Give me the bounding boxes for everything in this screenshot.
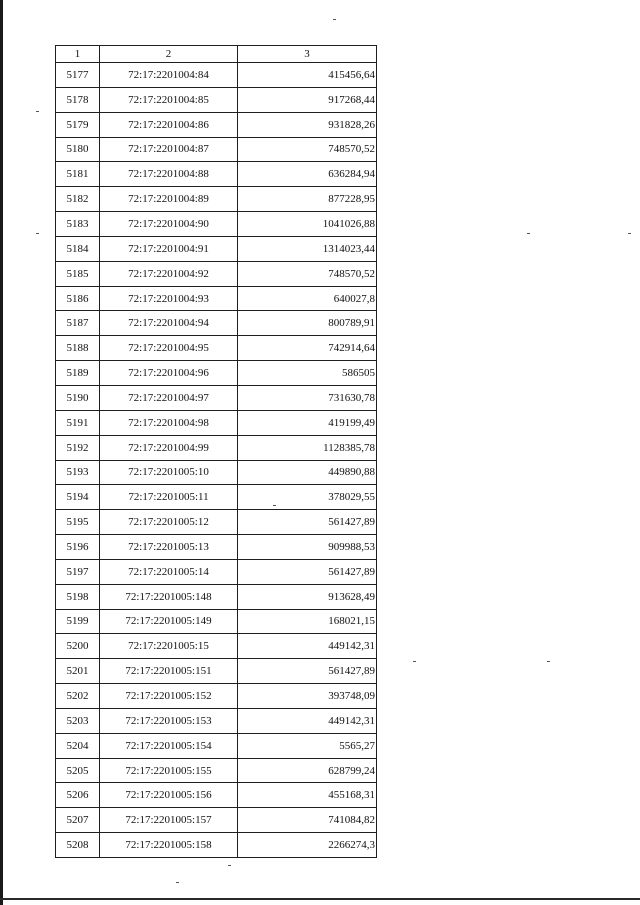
- cadastral-value-cell: 636284,94: [238, 162, 377, 187]
- row-number-cell: 5194: [56, 485, 100, 510]
- row-number-cell: 5178: [56, 87, 100, 112]
- row-number-cell: 5198: [56, 584, 100, 609]
- cadastral-number-cell: 72:17:2201004:88: [100, 162, 238, 187]
- table-row: [56, 634, 377, 659]
- scan-speck: [333, 19, 336, 20]
- row-number-cell: 5181: [56, 162, 100, 187]
- table-row: [56, 87, 377, 112]
- table-row: [56, 286, 377, 311]
- table-row: [56, 311, 377, 336]
- cadastral-value-cell: 913628,49: [238, 584, 377, 609]
- cadastral-number-cell: 72:17:2201004:92: [100, 261, 238, 286]
- cadastral-number-cell: 72:17:2201005:12: [100, 510, 238, 535]
- cadastral-number-cell: 72:17:2201004:95: [100, 336, 238, 361]
- cadastral-number-cell: 72:17:2201004:87: [100, 137, 238, 162]
- scan-speck: [36, 233, 39, 234]
- cadastral-value-cell: 449142,31: [238, 708, 377, 733]
- row-number-cell: 5205: [56, 758, 100, 783]
- row-number-cell: 5185: [56, 261, 100, 286]
- table-row: [56, 137, 377, 162]
- table-row: [56, 510, 377, 535]
- table-row: [56, 783, 377, 808]
- table-row: [56, 112, 377, 137]
- cadastral-number-cell: 72:17:2201005:153: [100, 708, 238, 733]
- cadastral-value-cell: 909988,53: [238, 535, 377, 560]
- page-edge-bottom: [0, 898, 640, 900]
- table-row: [56, 361, 377, 386]
- page-edge-left: [0, 0, 3, 905]
- cadastral-value-cell: 168021,15: [238, 609, 377, 634]
- cadastral-value-cell: 1314023,44: [238, 236, 377, 261]
- row-number-cell: 5179: [56, 112, 100, 137]
- scan-speck: [228, 865, 231, 866]
- scan-speck: [36, 111, 39, 112]
- row-number-cell: 5180: [56, 137, 100, 162]
- cadastral-value-cell: 628799,24: [238, 758, 377, 783]
- row-number-cell: 5190: [56, 385, 100, 410]
- cadastral-value-cell: 561427,89: [238, 510, 377, 535]
- cadastral-number-cell: 72:17:2201004:85: [100, 87, 238, 112]
- row-number-cell: 5203: [56, 708, 100, 733]
- row-number-cell: 5192: [56, 435, 100, 460]
- table-row: [56, 733, 377, 758]
- table-row: [56, 684, 377, 709]
- row-number-cell: 5208: [56, 833, 100, 858]
- table-row: [56, 63, 377, 88]
- cadastral-value-cell: 742914,64: [238, 336, 377, 361]
- table-row: [56, 212, 377, 237]
- scan-speck: [413, 661, 416, 662]
- row-number-cell: 5191: [56, 410, 100, 435]
- row-number-cell: 5199: [56, 609, 100, 634]
- table-row: [56, 659, 377, 684]
- cadastral-number-cell: 72:17:2201004:98: [100, 410, 238, 435]
- row-number-cell: 5206: [56, 783, 100, 808]
- table-row: [56, 336, 377, 361]
- cadastral-number-cell: 72:17:2201005:149: [100, 609, 238, 634]
- cadastral-number-cell: 72:17:2201005:11: [100, 485, 238, 510]
- row-number-cell: 5188: [56, 336, 100, 361]
- cadastral-value-cell: 931828,26: [238, 112, 377, 137]
- cadastral-number-cell: 72:17:2201004:93: [100, 286, 238, 311]
- table-row: [56, 435, 377, 460]
- cadastral-number-cell: 72:17:2201005:10: [100, 460, 238, 485]
- row-number-cell: 5187: [56, 311, 100, 336]
- table-row: [56, 559, 377, 584]
- row-number-cell: 5193: [56, 460, 100, 485]
- table-row: [56, 758, 377, 783]
- cadastral-value-cell: 731630,78: [238, 385, 377, 410]
- table-row: [56, 236, 377, 261]
- table-row: [56, 609, 377, 634]
- row-number-cell: 5196: [56, 535, 100, 560]
- cadastral-value-cell: 2266274,3: [238, 833, 377, 858]
- cadastral-number-cell: 72:17:2201004:99: [100, 435, 238, 460]
- table-row: [56, 410, 377, 435]
- cadastral-value-cell: 877228,95: [238, 187, 377, 212]
- cadastral-value-cell: 1041026,88: [238, 212, 377, 237]
- cadastral-number-cell: 72:17:2201004:94: [100, 311, 238, 336]
- column-header-cadastral-number: 2: [100, 46, 238, 63]
- table-row: [56, 708, 377, 733]
- row-number-cell: 5201: [56, 659, 100, 684]
- cadastral-value-cell: 415456,64: [238, 63, 377, 88]
- cadastral-value-cell: 586505: [238, 361, 377, 386]
- row-number-cell: 5195: [56, 510, 100, 535]
- cadastral-number-cell: 72:17:2201005:151: [100, 659, 238, 684]
- column-header-number: 1: [56, 46, 100, 63]
- cadastral-number-cell: 72:17:2201004:90: [100, 212, 238, 237]
- cadastral-number-cell: 72:17:2201005:158: [100, 833, 238, 858]
- scan-speck: [628, 233, 631, 234]
- table-row: [56, 485, 377, 510]
- cadastral-number-cell: 72:17:2201005:14: [100, 559, 238, 584]
- cadastral-value-cell: 748570,52: [238, 261, 377, 286]
- table-row: [56, 460, 377, 485]
- cadastral-number-cell: 72:17:2201005:155: [100, 758, 238, 783]
- scan-speck: [527, 233, 530, 234]
- row-number-cell: 5183: [56, 212, 100, 237]
- row-number-cell: 5186: [56, 286, 100, 311]
- cadastral-value-cell: 378029,55: [238, 485, 377, 510]
- table-row: [56, 584, 377, 609]
- table-row: [56, 833, 377, 858]
- row-number-cell: 5184: [56, 236, 100, 261]
- cadastral-number-cell: 72:17:2201005:156: [100, 783, 238, 808]
- table-row: [56, 187, 377, 212]
- row-number-cell: 5189: [56, 361, 100, 386]
- cadastral-value-cell: 748570,52: [238, 137, 377, 162]
- cadastral-number-cell: 72:17:2201004:97: [100, 385, 238, 410]
- row-number-cell: 5177: [56, 63, 100, 88]
- cadastral-number-cell: 72:17:2201005:15: [100, 634, 238, 659]
- row-number-cell: 5207: [56, 808, 100, 833]
- table-body: [56, 63, 377, 858]
- cadastral-value-cell: 741084,82: [238, 808, 377, 833]
- column-header-value: 3: [238, 46, 377, 63]
- row-number-cell: 5200: [56, 634, 100, 659]
- scan-speck: [176, 882, 179, 883]
- row-number-cell: 5204: [56, 733, 100, 758]
- row-number-cell: 5197: [56, 559, 100, 584]
- cadastral-value-cell: 449142,31: [238, 634, 377, 659]
- cadastral-value-cell: 800789,91: [238, 311, 377, 336]
- cadastral-number-cell: 72:17:2201004:89: [100, 187, 238, 212]
- table-row: [56, 808, 377, 833]
- row-number-cell: 5202: [56, 684, 100, 709]
- cadastral-number-cell: 72:17:2201004:84: [100, 63, 238, 88]
- scan-speck: [273, 505, 276, 506]
- cadastral-number-cell: 72:17:2201004:96: [100, 361, 238, 386]
- cadastral-value-cell: 419199,49: [238, 410, 377, 435]
- cadastral-number-cell: 72:17:2201005:154: [100, 733, 238, 758]
- cadastral-value-cell: 561427,89: [238, 559, 377, 584]
- cadastral-number-cell: 72:17:2201005:13: [100, 535, 238, 560]
- cadastral-number-cell: 72:17:2201004:91: [100, 236, 238, 261]
- cadastral-value-cell: 449890,88: [238, 460, 377, 485]
- cadastral-number-cell: 72:17:2201005:152: [100, 684, 238, 709]
- table-row: [56, 162, 377, 187]
- cadastral-value-table: [55, 45, 377, 858]
- cadastral-value-cell: 917268,44: [238, 87, 377, 112]
- scan-speck: [547, 661, 550, 662]
- cadastral-value-cell: 640027,8: [238, 286, 377, 311]
- cadastral-value-cell: 1128385,78: [238, 435, 377, 460]
- table-row: [56, 535, 377, 560]
- cadastral-value-cell: 561427,89: [238, 659, 377, 684]
- table-row: [56, 385, 377, 410]
- row-number-cell: 5182: [56, 187, 100, 212]
- cadastral-value-cell: 455168,31: [238, 783, 377, 808]
- table-header-row: [56, 46, 377, 63]
- table-row: [56, 261, 377, 286]
- cadastral-number-cell: 72:17:2201005:157: [100, 808, 238, 833]
- cadastral-number-cell: 72:17:2201004:86: [100, 112, 238, 137]
- cadastral-value-cell: 393748,09: [238, 684, 377, 709]
- cadastral-number-cell: 72:17:2201005:148: [100, 584, 238, 609]
- cadastral-value-cell: 5565,27: [238, 733, 377, 758]
